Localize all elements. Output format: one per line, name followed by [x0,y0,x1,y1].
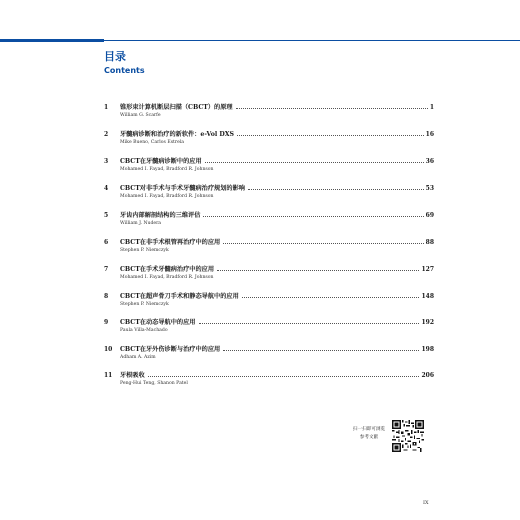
leader-dots [205,162,424,163]
page-number: 36 [425,158,434,165]
leader-dots [199,323,420,324]
page-number: 16 [425,131,434,138]
toc-entry[interactable] [104,266,434,281]
chapter-authors: Mohamed I. Fayad, Bradford R. Johnson [120,194,214,199]
leader-dots [148,376,420,377]
toc-entry[interactable] [104,185,434,200]
page-number: 192 [421,319,434,326]
chapter-authors: Mike Bueno, Carlos Estrela [120,140,185,145]
page-number: 88 [425,239,434,246]
leader-dots [203,216,423,217]
chapter-number: 2 [104,131,109,138]
leader-dots [242,297,420,298]
qr-code-icon[interactable] [392,420,424,452]
leader-dots [223,350,419,351]
toc-entry[interactable] [104,104,434,119]
toc-entry[interactable] [104,158,434,173]
leader-dots [248,189,424,190]
qr-reference-block [350,420,425,460]
chapter-title: CBCT在牙髓病诊断中的应用 [120,158,202,165]
chapter-title: CBCT在手术牙髓病治疗中的应用 [120,266,215,273]
leader-dots [236,108,428,109]
page-number: 198 [421,346,434,353]
chapter-authors: Stephen P. Niemczyk [120,248,169,253]
chapter-number: 6 [104,239,109,246]
page-number: 1 [429,104,434,111]
page-title: 目录 [104,50,126,63]
chapter-number: 10 [104,346,113,353]
toc-entry[interactable] [104,212,434,227]
leader-dots [223,243,423,244]
chapter-title: CBCT在超声骨刀手术和静态导航中的应用 [120,293,239,300]
chapter-title: 牙齿内部解剖结构的三维评估 [120,212,201,219]
qr-caption-line2: 参考文献 [359,435,379,440]
chapter-number: 5 [104,212,109,219]
chapter-authors: William G. Scarfe [120,113,161,118]
chapter-number: 9 [104,319,109,326]
chapter-authors: Stephen P. Niemczyk [120,302,169,307]
chapter-authors: Mohamed I. Fayad, Bradford R. Johnson [120,167,214,172]
qr-caption-line1: 扫一扫即可浏览 [352,427,386,432]
header-rule-thin [104,40,520,41]
chapter-authors: William J. Nudera [120,221,162,226]
page-number: 69 [425,212,434,219]
leader-dots [217,270,419,271]
chapter-number: 1 [104,104,109,111]
chapter-authors: Adham A. Azim [120,355,156,360]
chapter-title: 锥形束计算机断层扫描（CBCT）的原理 [120,104,233,111]
chapter-number: 8 [104,293,109,300]
chapter-number: 7 [104,266,109,273]
toc-entry[interactable] [104,239,434,254]
chapter-title: CBCT对非手术与手术牙髓病治疗规划的影响 [120,185,245,192]
chapter-title: CBCT在非手术根管再治疗中的应用 [120,239,221,246]
page-number: 206 [421,372,434,379]
chapter-number: 11 [104,372,113,379]
toc-entry[interactable] [104,293,434,308]
chapter-title: CBCT在牙外伤诊断与治疗中的应用 [120,346,221,353]
chapter-number: 3 [104,158,109,165]
chapter-authors: Paula Villa-Machado [120,328,168,333]
toc-entry[interactable] [104,372,434,387]
page-folio: IX [423,500,429,506]
chapter-title: 牙根吸收 [120,372,145,379]
page-number: 148 [421,293,434,300]
chapter-title: 牙髓病诊断和治疗的新软件：e-Vol DXS [120,131,234,138]
toc-entry[interactable] [104,319,434,334]
chapter-authors: Peng-Hui Teng, Shanon Patel [120,381,188,386]
chapter-authors: Mohamed I. Fayad, Bradford R. Johnson [120,275,214,280]
page-number: 53 [425,185,434,192]
leader-dots [237,135,424,136]
page-subtitle: Contents [104,66,145,75]
chapter-title: CBCT在动态导航中的应用 [120,319,196,326]
page-number: 127 [421,266,434,273]
header-rule-thick [0,39,104,42]
header-rule [0,39,520,42]
toc-entry[interactable] [104,131,434,146]
chapter-number: 4 [104,185,109,192]
qr-caption [350,426,388,442]
toc-entry[interactable] [104,346,434,361]
